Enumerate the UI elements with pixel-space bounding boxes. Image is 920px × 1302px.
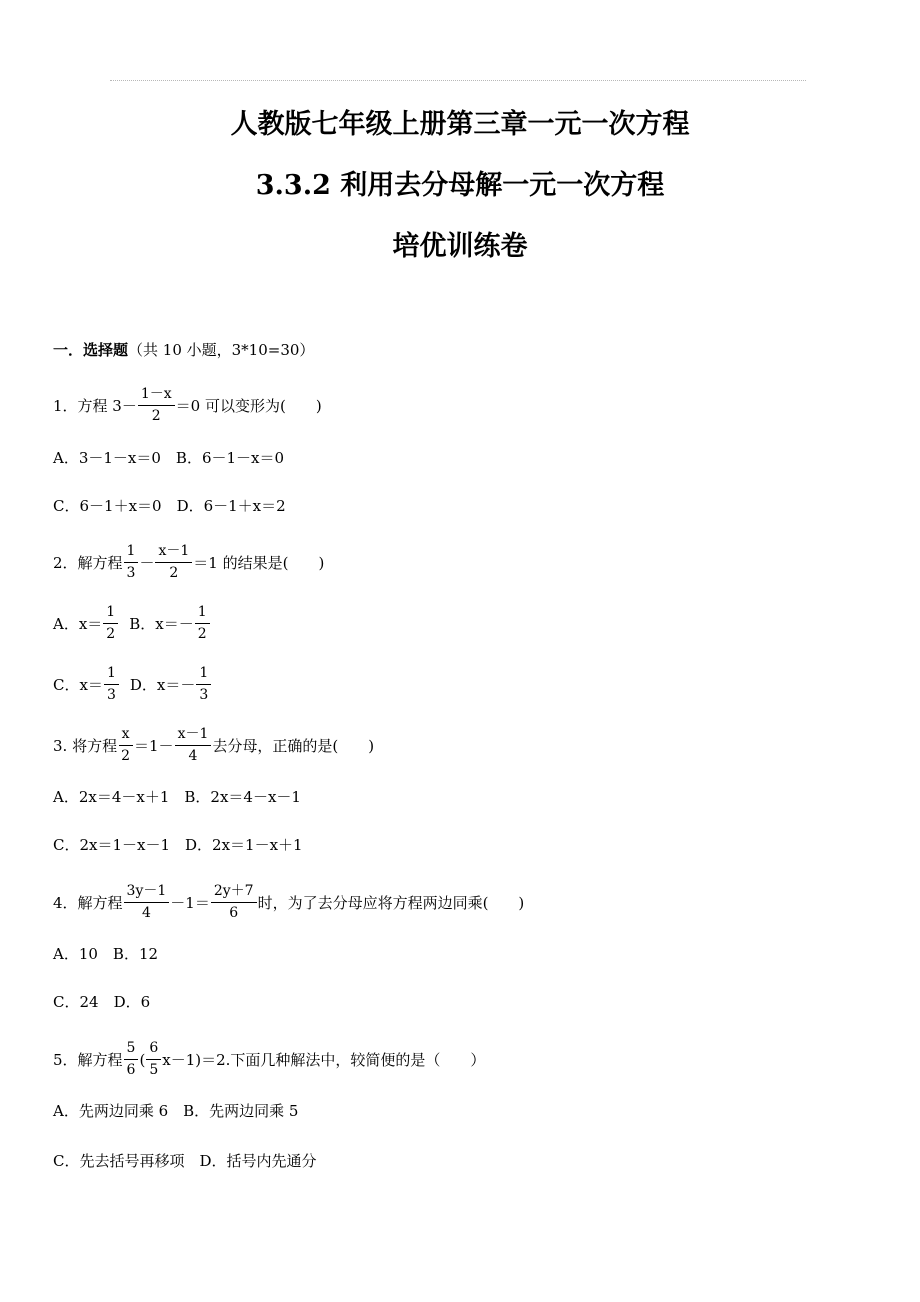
question-2 xyxy=(53,543,324,582)
question-1-options-ab: A．3－1－x＝0 B．6－1－x＝0 xyxy=(53,449,285,467)
fraction-denominator: 2 xyxy=(121,748,131,764)
question-2-prefix: 2．解方程 xyxy=(53,553,123,572)
header-rule xyxy=(110,80,806,81)
fraction-numerator: 1 xyxy=(104,665,119,685)
option-a-fraction xyxy=(103,604,118,643)
question-1 xyxy=(53,386,322,425)
fraction-denominator: 4 xyxy=(188,748,198,764)
question-3-options-ab: A．2x＝4－x＋1 B．2x＝4－x－1 xyxy=(53,788,301,806)
question-4-options-cd: C．24 D．6 xyxy=(53,993,151,1011)
fraction-denominator: 2 xyxy=(106,626,116,642)
question-5-options-ab: A．先两边同乘 6 B．先两边同乘 5 xyxy=(53,1102,299,1120)
fraction-denominator: 3 xyxy=(126,565,136,581)
fraction-denominator: 3 xyxy=(199,687,209,703)
question-3-prefix: 3. 将方程 xyxy=(53,736,118,755)
question-4-fraction-1 xyxy=(124,883,170,922)
question-5-prefix: 5．解方程 xyxy=(53,1050,123,1069)
title-line-1: 人教版七年级上册第三章一元一次方程 xyxy=(230,109,690,140)
fraction-numerator: 1 xyxy=(196,665,211,685)
fraction-denominator: 4 xyxy=(141,905,151,921)
question-5-operator: ( xyxy=(139,1050,146,1069)
fraction-numerator: x－1 xyxy=(155,543,192,563)
fraction-numerator: 1－x xyxy=(138,386,175,406)
question-5-options-cd: C．先去括号再移项 D．括号内先通分 xyxy=(53,1152,317,1170)
fraction-numerator: 5 xyxy=(124,1040,139,1060)
fraction-denominator: 6 xyxy=(126,1062,136,1078)
question-2-options-ab xyxy=(53,604,211,643)
fraction-denominator: 2 xyxy=(151,408,161,424)
question-3 xyxy=(53,726,374,765)
question-4-operator: －1＝ xyxy=(170,893,210,912)
title-line-2: 3.3.2 利用去分母解一元一次方程 xyxy=(255,170,665,201)
question-2-operator: － xyxy=(139,553,155,572)
question-4-suffix: 时，为了去分母应将方程两边同乘( ) xyxy=(257,893,525,912)
fraction-numerator: 6 xyxy=(146,1040,161,1060)
question-4 xyxy=(53,883,524,922)
question-3-fraction-2 xyxy=(175,726,212,765)
question-4-prefix: 4．解方程 xyxy=(53,893,123,912)
fraction-numerator: 2y＋7 xyxy=(211,883,257,903)
question-2-fraction-2 xyxy=(155,543,192,582)
question-2-suffix: ＝1 的结果是( ) xyxy=(193,553,325,572)
fraction-denominator: 2 xyxy=(169,565,179,581)
question-4-fraction-2 xyxy=(211,883,257,922)
option-d-fraction xyxy=(196,665,211,704)
section-info: （共 10 小题，3*10=30） xyxy=(128,341,315,359)
section-label: 一．选择题 xyxy=(53,341,129,359)
option-c-fraction xyxy=(104,665,119,704)
fraction-numerator: 1 xyxy=(195,604,210,624)
fraction-denominator: 3 xyxy=(106,687,116,703)
question-5-fraction-2 xyxy=(146,1040,161,1079)
question-4-options-ab: A．10 B．12 xyxy=(53,945,159,963)
fraction-numerator: x xyxy=(119,726,133,746)
question-5-suffix: x－1)＝2.下面几种解法中，较简便的是（ ） xyxy=(162,1050,486,1069)
question-5-fraction-1 xyxy=(124,1040,139,1079)
question-1-options-cd: C．6－1＋x＝0 D．6－1＋x＝2 xyxy=(53,497,286,515)
option-b-prefix: B．x＝－ xyxy=(129,614,194,633)
question-3-suffix: 去分母，正确的是( ) xyxy=(212,736,375,755)
fraction-denominator: 5 xyxy=(149,1062,159,1078)
question-3-operator: ＝1－ xyxy=(134,736,174,755)
question-5 xyxy=(53,1040,485,1079)
fraction-numerator: 1 xyxy=(103,604,118,624)
section-heading xyxy=(53,340,314,360)
question-1-prefix: 1．方程 3－ xyxy=(53,396,137,415)
option-a-prefix: A．x＝ xyxy=(53,614,103,633)
title-line-3: 培优训练卷 xyxy=(392,231,528,262)
option-b-fraction xyxy=(195,604,210,643)
fraction-numerator: x－1 xyxy=(175,726,212,746)
question-1-suffix: ＝0 可以变形为( ) xyxy=(175,396,322,415)
fraction-numerator: 1 xyxy=(124,543,139,563)
fraction-denominator: 2 xyxy=(197,626,207,642)
question-2-fraction-1 xyxy=(124,543,139,582)
fraction-numerator: 3y－1 xyxy=(124,883,170,903)
fraction-denominator: 6 xyxy=(229,905,239,921)
option-d-prefix: D．x＝－ xyxy=(129,675,196,694)
question-3-options-cd: C．2x＝1－x－1 D．2x＝1－x＋1 xyxy=(53,836,303,854)
question-3-fraction-1 xyxy=(118,726,133,765)
question-2-options-cd xyxy=(53,665,212,704)
question-1-fraction xyxy=(138,386,175,425)
option-c-prefix: C．x＝ xyxy=(53,675,103,694)
